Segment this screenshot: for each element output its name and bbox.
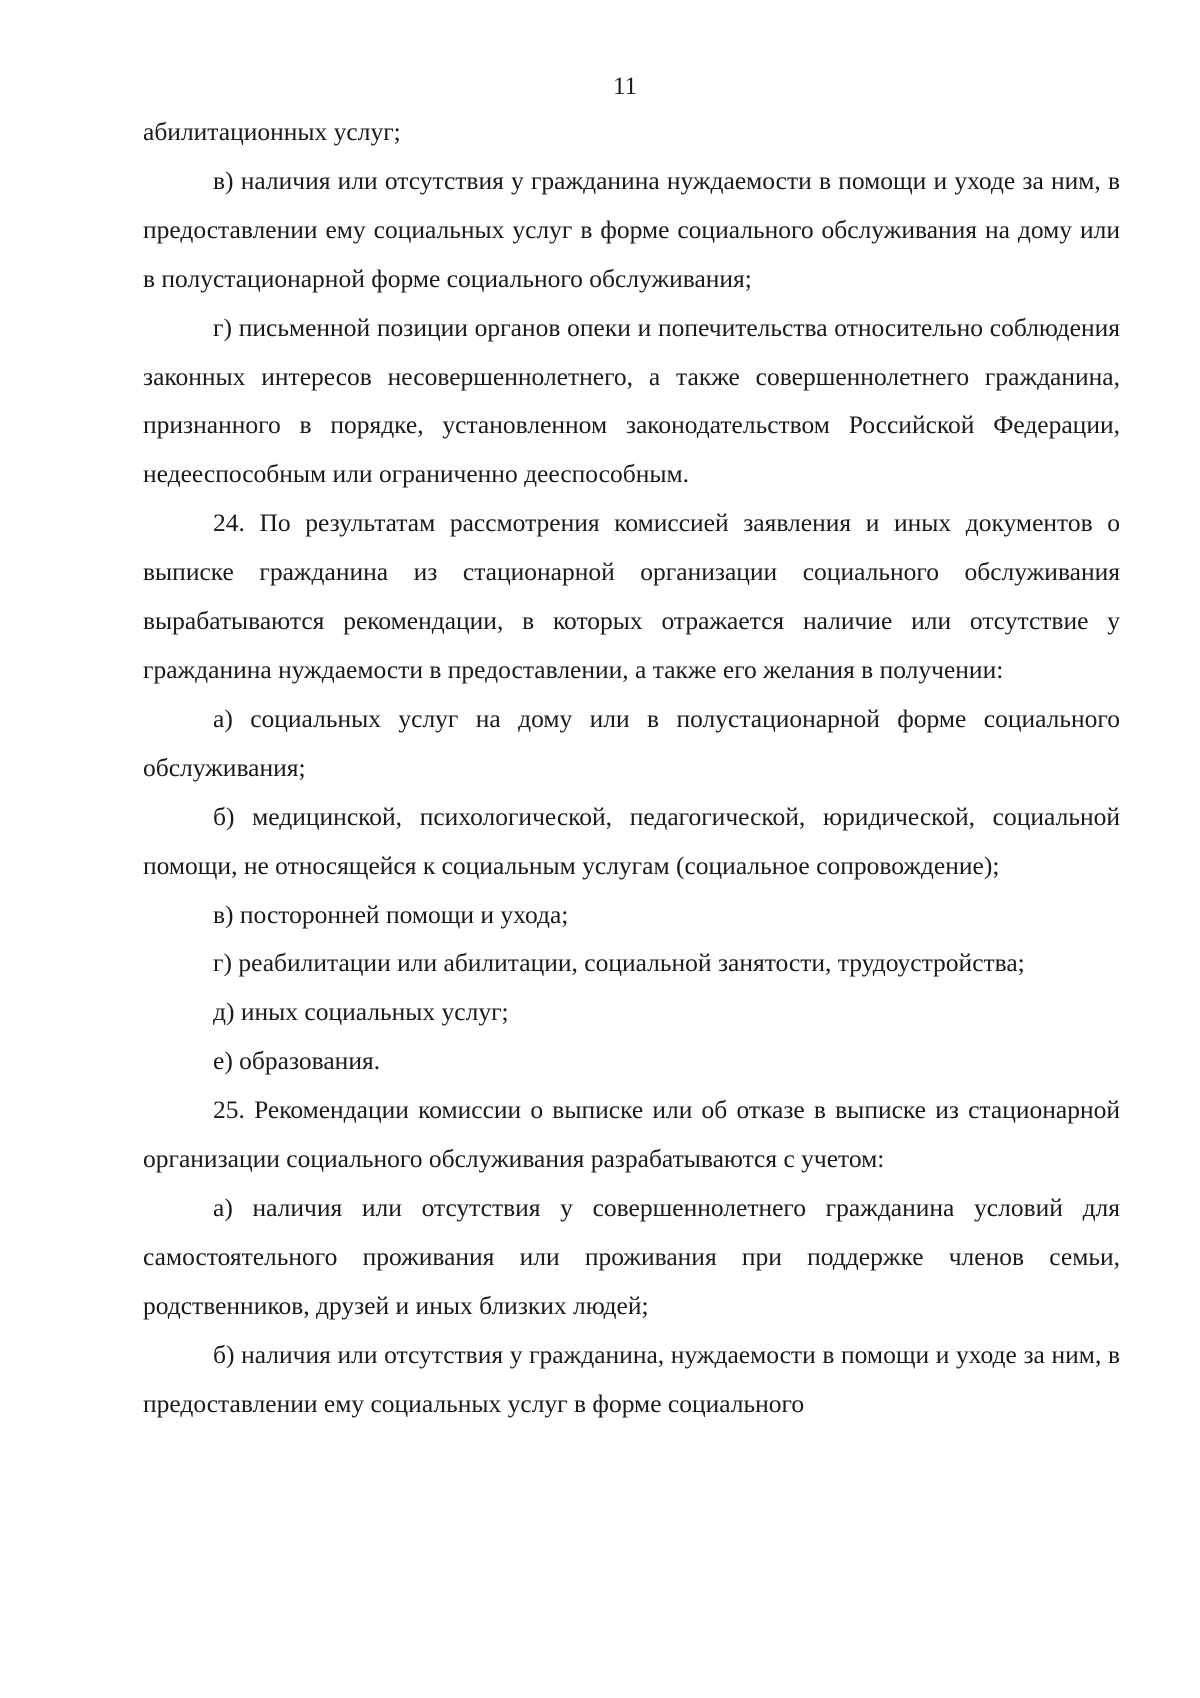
- paragraph-item-a: а) наличия или отсутствия у совершеннолетнего гражданина условий для самостоятельного проживания или проживания при поддержке членов семьи, родственников, друзей и иных близких людей;: [143, 1192, 1120, 1320]
- paragraph-clause-24: 24. По результатам рассмотрения комиссией заявления и иных документов о выписке гражданина из стационарной организации социального обслуживания вырабатываются рекомендации, в которых отражается наличие или отсутствие у гражданина нуждаемости в предоставлении, а также его желания в получении:: [143, 508, 1120, 684]
- paragraph-item-a: а) социальных услуг на дому или в полустационарной форме социального обслуживания;: [143, 703, 1120, 782]
- paragraph-item-b: б) наличия или отсутствия у гражданина, нуждаемости в помощи и уходе за ним, в предоставлении ему социальных услуг в форме социального: [143, 1339, 1120, 1418]
- paragraph-item-g: г) реабилитации или абилитации, социальной занятости, трудоустройства;: [213, 948, 1025, 978]
- paragraph-continuation: абилитационных услуг;: [143, 117, 401, 146]
- paragraph-item-d: д) иных социальных услуг;: [213, 997, 509, 1027]
- paragraph-item-v: в) наличия или отсутствия у гражданина нуждаемости в помощи и уходе за ним, в предоставлении ему социальных услуг в форме социального обслуживания на дому или в полустационарной форме социального обслуживания;: [143, 165, 1120, 293]
- page-number: 11: [612, 73, 638, 100]
- paragraph-item-g: г) письменной позиции органов опеки и попечительства относительно соблюдения законных интересов несовершеннолетнего, а также совершеннолетнего гражданина, признанного в порядке, установленном законодательством Российской Федерации, недееспособным или ограниченно дееспособным.: [143, 312, 1120, 489]
- paragraph-item-e: е) образования.: [213, 1046, 381, 1076]
- document-body: [143, 108, 1120, 1428]
- paragraph-item-v: в) посторонней помощи и ухода;: [213, 899, 569, 929]
- paragraph-clause-25: 25. Рекомендации комиссии о выписке или об отказе в выписке из стационарной организации социального обслуживания разрабатываются с учетом:: [143, 1095, 1120, 1174]
- paragraph-item-b: б) медицинской, психологической, педагогической, юридической, социальной помощи, не относящейся к социальным услугам (социальное сопровождение);: [143, 801, 1120, 880]
